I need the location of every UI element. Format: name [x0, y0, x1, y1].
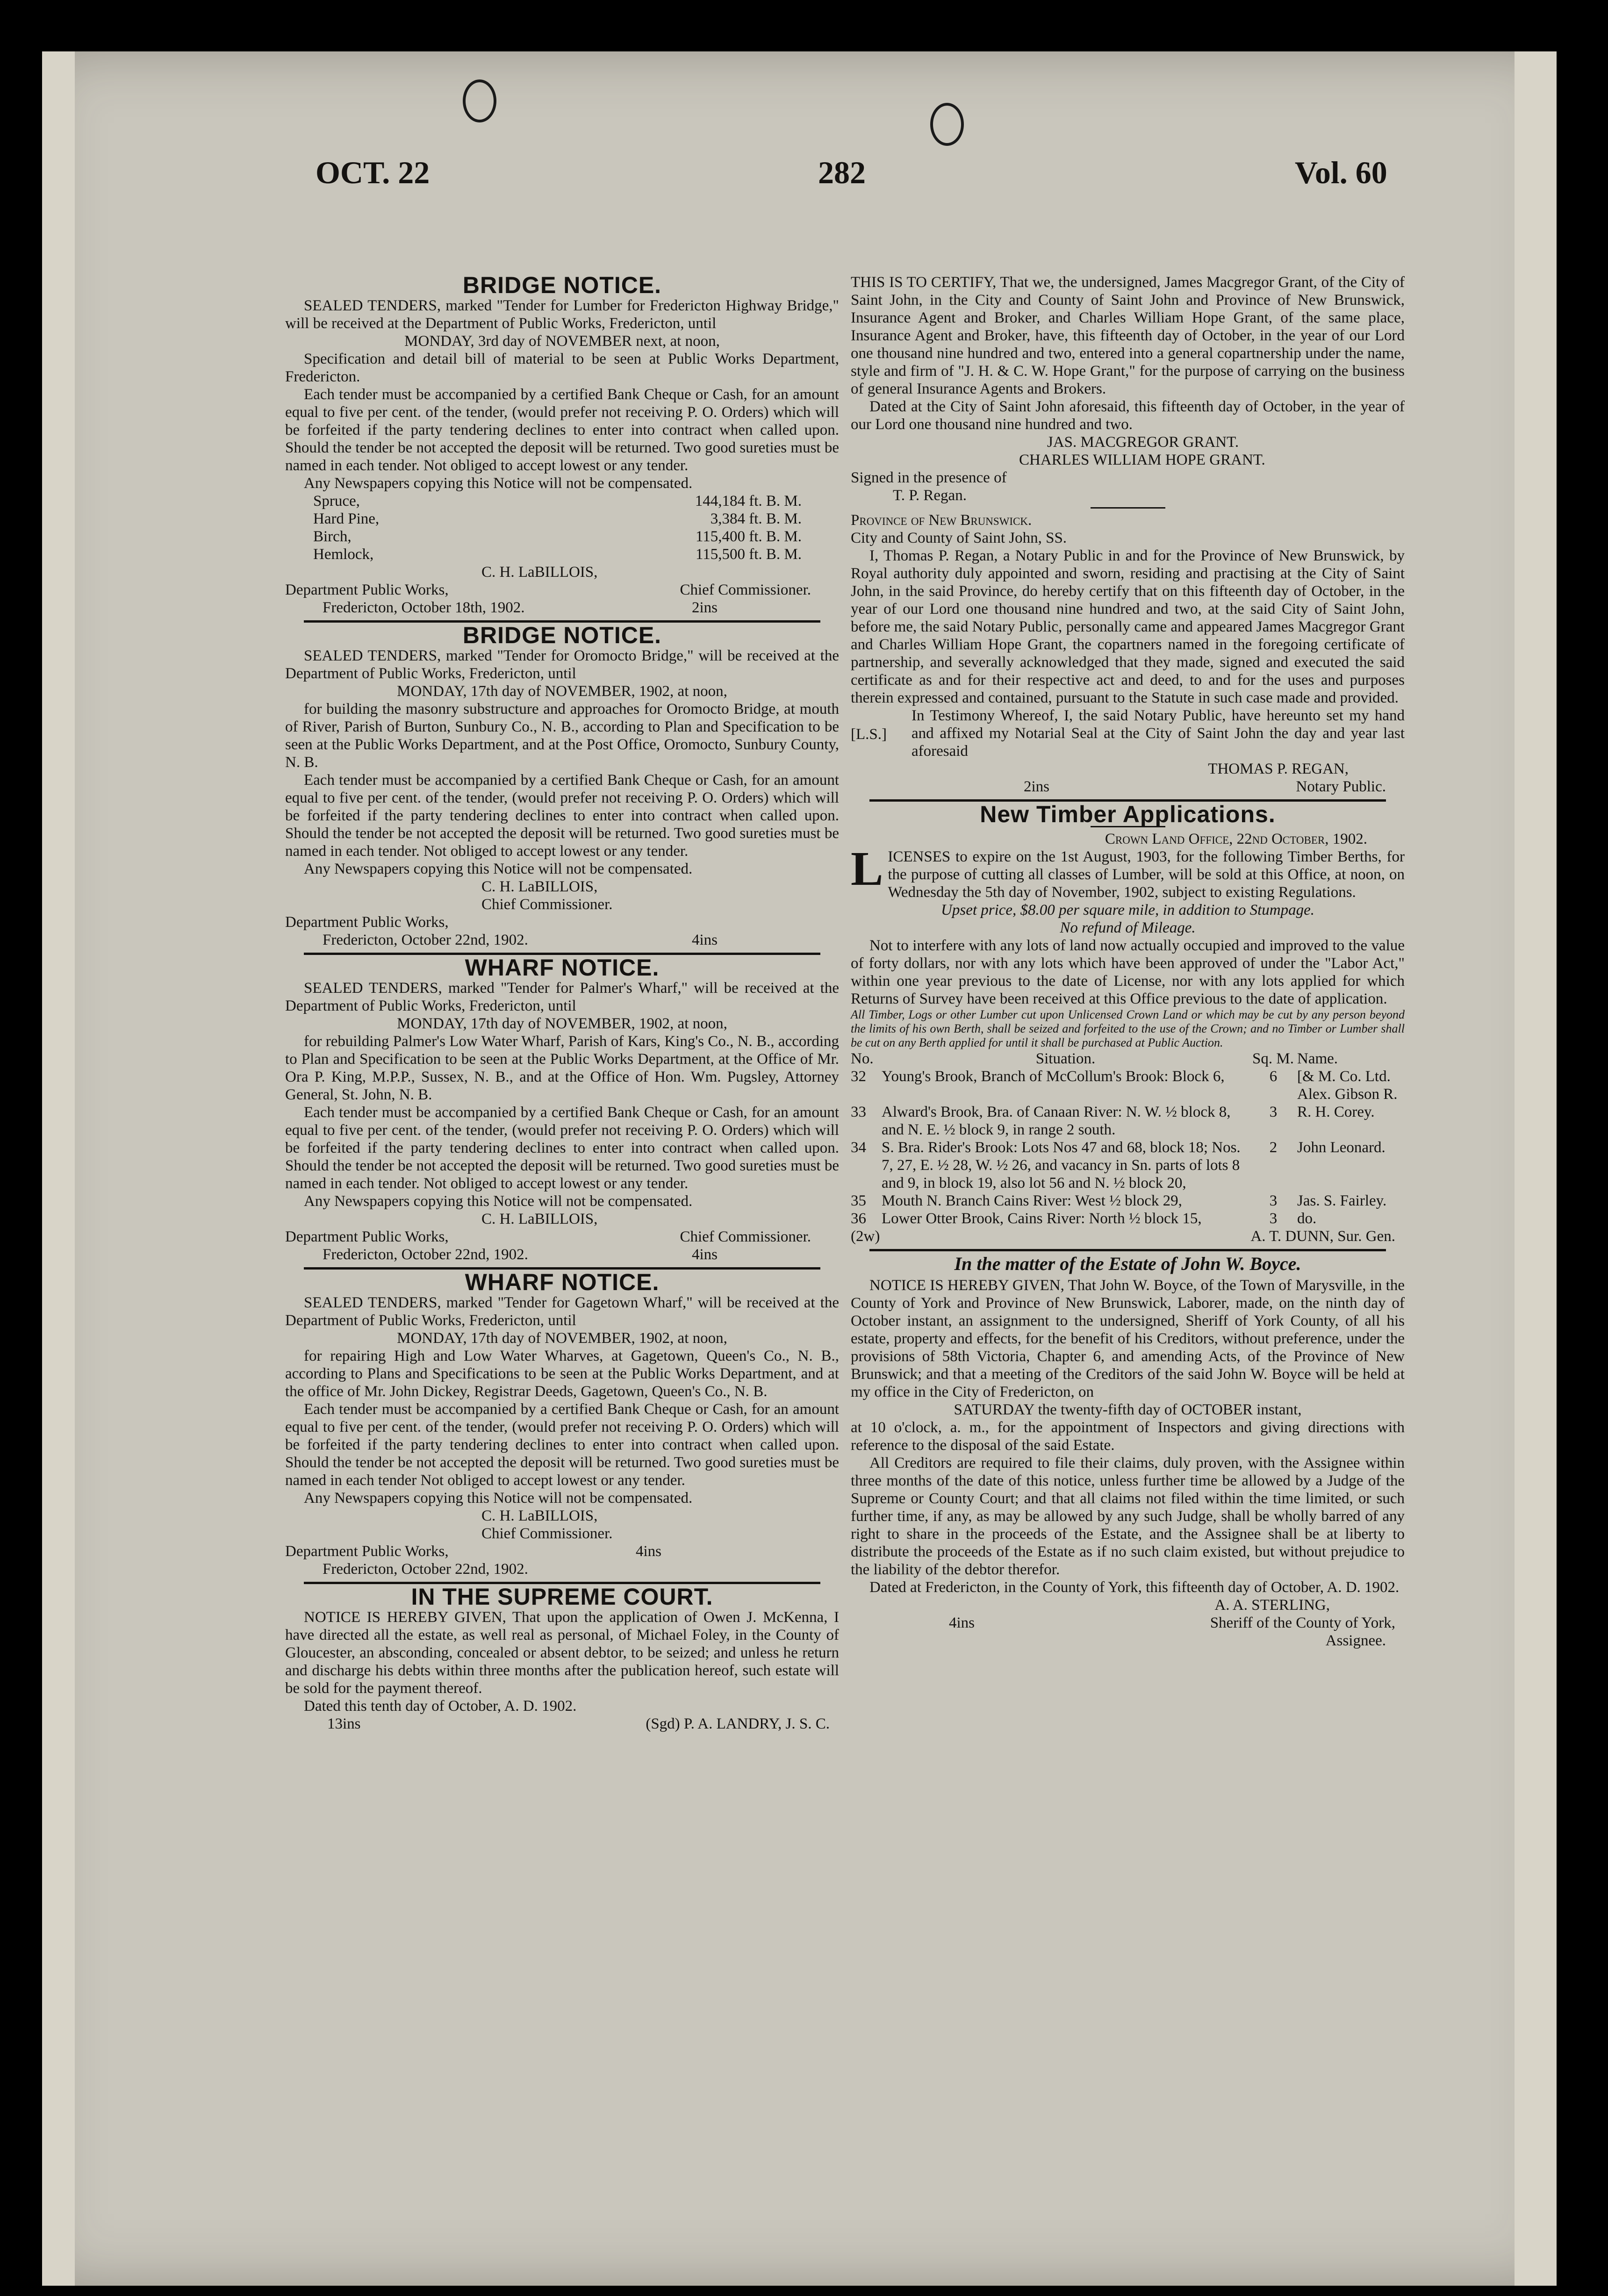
table-cell: Young's Brook, Branch of McCollum's Brook: Block 6, — [882, 1068, 1225, 1085]
notice-text: NOTICE IS HEREBY GIVEN, That John W. Boyce, of the Town of Marysville, in the County of York and Province of New Brunswick, Laborer, made, on the ninth day of October instant, an assignment to the undersigned, Sheriff of York County, of all his estate, property and effects, for the benefit of his Creditors, without preference, under the provisions of 58th Victoria, Chapter 6, and amending Acts, of the Province of New Brunswick; and that a meeting of the Creditors of the said John W. Boyce will be held at my office in the City of Fredericton, on — [851, 1277, 1405, 1400]
county-label: City and County of Saint John, SS. — [851, 530, 1067, 546]
insertions: (2w) — [851, 1228, 880, 1245]
notice-title: IN THE SUPREME COURT. — [411, 1584, 713, 1610]
issue-date: OCT. 22 — [316, 155, 430, 190]
notice-text: at 10 o'clock, a. m., for the appointment of Inspectors and giving directions with reference to the disposal of the said Estate. — [851, 1419, 1405, 1454]
partnership-certificate — [851, 273, 1405, 796]
notice-text: Each tender must be accompanied by a certified Bank Cheque or Cash, for an amount equal to five per cent. of the tender, (would prefer not receiving P. O. Orders) which will be forfeited if the party tendering declines to enter into contract when called upon. Should the tender be not accepted the deposit will be returned. Two good sureties must be named in each tender Not obliged to accept lowest or any tender. — [285, 1401, 839, 1489]
signer-title: Sheriff of the County of York, — [1210, 1614, 1395, 1631]
table-cell: 2 — [1269, 1139, 1278, 1156]
signer-title: Assignee. — [1325, 1632, 1386, 1649]
table-cell: S. Bra. Rider's Brook: Lots Nos 47 and 68, block 18; Nos. 7, 27, E. ½ 28, W. ½ 26, and vacancy in Sn. parts of lots 8 and 9, in block 19, also lot 56 and N. ½ block 20, — [882, 1139, 1241, 1191]
department: Department Public Works, — [285, 581, 449, 598]
table-cell: 36 — [851, 1210, 866, 1227]
signer-name: C. H. LaBILLOIS, — [481, 1507, 598, 1524]
page-header — [273, 154, 1395, 192]
notice-dated: Fredericton, October 22nd, 1902. — [323, 1246, 528, 1263]
notice-text: for repairing High and Low Water Wharves, at Gagetown, Queen's Co., N. B., according to Plans and Specifications to be seen at the Public Works Department, and at the office of Mr. John Dickey, Registrar Deeds, Gagetown, Queen's Co., N. B. — [285, 1348, 839, 1400]
signer-name: A. T. DUNN, Sur. Gen. — [1250, 1228, 1395, 1245]
list-item: Hard Pine, 3,384 ft. B. M. — [313, 510, 802, 527]
notice-title: In the matter of the Estate of John W. Boyce. — [954, 1253, 1301, 1274]
notice-text: SEALED TENDERS, marked "Tender for Oromocto Bridge," will be received at the Department of Public Works, Fredericton, until — [285, 647, 839, 682]
table-cell: 3 — [1269, 1210, 1278, 1227]
insertions: 2ins — [691, 599, 718, 616]
notice-dated: Fredericton, October 18th, 1902. — [323, 599, 525, 616]
notice-text: for building the masonry substructure and approaches for Oromocto Bridge, at mouth of River, Parish of Burton, Sunbury Co., N. B., according to Plan and Specification to be seen at the Public Works Department, and at the Post Office, Oromocto, Sunbury County, N. B. — [285, 701, 839, 771]
page-edge — [42, 51, 75, 2286]
berths-table — [851, 1050, 1405, 1227]
insertions: 2ins — [1024, 778, 1050, 795]
list-item: Spruce, 144,184 ft. B. M. — [313, 493, 802, 509]
notice-text: ICENSES to expire on the 1st August, 1903, for the following Timber Berths, for the purpose of cutting all classes of Lumber, will be sold at this Office, at noon, on Wednesday the 5th day of November, 1902, subject to existing Regulations. — [888, 848, 1405, 901]
notice-date: MONDAY, 3rd day of NOVEMBER next, at noon, — [404, 333, 720, 350]
notice-date: MONDAY, 17th day of NOVEMBER, 1902, at noon, — [397, 1330, 727, 1347]
notice-fine-print: All Timber, Logs or other Lumber cut upon Unlicensed Crown Land or which may be cut by any person beyond the limits of his own Berth, shall be seized and forfeited to the use of the Crown; and no Timber or Lumber shall be cut on any Berth applied for until it shall be purchased at Public Auction. — [851, 1008, 1405, 1049]
notice-text: Each tender must be accompanied by a certified Bank Cheque or Cash, for an amount equal to five per cent. of the tender, (would prefer not receiving P. O. Orders) which will be forfeited if the party tendering declines to enter into contract when called upon. Should the tender be not accepted the deposit will be returned. Two good sureties must be named in each tender. Not obliged to accept lowest or any tender. — [285, 772, 839, 860]
page-number: 282 — [818, 155, 866, 190]
insertions: 4ins — [949, 1614, 975, 1631]
table-cell: 3 — [1269, 1192, 1278, 1209]
binding-hole — [463, 79, 496, 122]
witness-name: T. P. Regan. — [893, 487, 967, 504]
bridge-notice-lumber — [285, 272, 839, 617]
notice-title: BRIDGE NOTICE. — [462, 622, 662, 648]
estate-notice — [851, 1255, 1405, 1650]
table-header: Situation. — [1035, 1050, 1096, 1067]
table-header: Name. — [1297, 1050, 1338, 1067]
notice-text: Each tender must be accompanied by a certified Bank Cheque or Cash, for an amount equal to five per cent. of the tender, (would prefer not receiving P. O. Orders) which will be forfeited if the party tendering declines to enter into contract when called upon. Should the tender be not accepted the deposit will be returned. Two good sureties must be named in each tender. Not obliged to accept lowest or any tender. — [285, 386, 839, 474]
notary-text: I, Thomas P. Regan, a Notary Public in and for the Province of New Brunswick, by Royal authority duly appointed and sworn, residing and practising at the City of Saint John, in the said Province, do hereby certify that on this fifteenth day of October, in the year of our Lord one thousand nine hundred and two, at the said City of Saint John, before me, the said Notary Public, personally came and appeared James Macgregor Grant and Charles William Hope Grant, the copartners named in the foregoing certificate of partnership, and severally acknowledged that they made, signed and executed the said certificate as and for their respective act and deed, to and for the uses and purposes therein expressed and contained, pursuant to the Statute in such case made and provided. — [851, 547, 1405, 706]
signer-name: C. H. LaBILLOIS, — [481, 878, 598, 895]
notice-text: Not to interfere with any lots of land now actually occupied and improved to the value of forty dollars, nor with any lots which have been approved of under the "Labor Act," within one year previous to the date of License, nor with any lots applied for which Returns of Survey have been received at this Office previous to the date of application. — [851, 937, 1405, 1007]
department: Department Public Works, — [285, 1228, 449, 1245]
witness-label: Signed in the presence of — [851, 469, 1007, 486]
department: Department Public Works, — [285, 914, 449, 931]
table-cell: 6 — [1269, 1068, 1278, 1085]
signer-title: Notary Public. — [1296, 778, 1386, 795]
seal-mark: [L.S.] — [851, 726, 887, 743]
timber-applications-notice — [851, 801, 1405, 1245]
signer-name: C. H. LaBILLOIS, — [481, 1211, 598, 1227]
upset-price: Upset price, $8.00 per square mile, in addition to Stumpage. — [941, 902, 1314, 918]
notice-date: MONDAY, 17th day of NOVEMBER, 1902, at noon, — [397, 1015, 727, 1032]
table-cell: 34 — [851, 1139, 866, 1156]
divider — [1091, 507, 1165, 509]
table-cell: John Leonard. — [1297, 1139, 1385, 1156]
left-column — [285, 273, 839, 1736]
signer-name: C. H. LaBILLOIS, — [481, 564, 598, 581]
notice-text: Any Newspapers copying this Notice will not be compensated. — [304, 861, 693, 877]
signer-title: Chief Commissioner. — [680, 581, 811, 598]
table-cell: Mouth N. Branch Cains River: West ½ block 29, — [882, 1192, 1182, 1209]
notice-text: Specification and detail bill of material to be seen at Public Works Department, Fredericton. — [285, 351, 839, 385]
notice-date: MONDAY, 17th day of NOVEMBER, 1902, at noon, — [397, 683, 727, 700]
table-cell: 32 — [851, 1068, 866, 1085]
notice-text: Any Newspapers copying this Notice will not be compensated. — [304, 1490, 693, 1507]
signer-name: (Sgd) P. A. LANDRY, J. S. C. — [646, 1715, 830, 1732]
table-cell: [& M. Co. Ltd. Alex. Gibson R. — [1297, 1068, 1398, 1103]
signer-title: Chief Commissioner. — [680, 1228, 811, 1245]
notice-title: BRIDGE NOTICE. — [462, 272, 662, 298]
department: Department Public Works, — [285, 1543, 449, 1560]
wharf-notice-palmers — [285, 954, 839, 1263]
notice-dated: Dated at Fredericton, in the County of York, this fifteenth day of October, A. D. 1902. — [869, 1579, 1400, 1596]
notice-text: NOTICE IS HEREBY GIVEN, That upon the application of Owen J. McKenna, I have directed all the estate, as well real as personal, of Michael Foley, in the County of Gloucester, an absconding, concealed or absent debtor, to be seized; and unless he return and discharge his debts within three months after the publication hereof, such estate will be sold for the payment thereof. — [285, 1609, 839, 1697]
table-header: No. — [851, 1050, 874, 1067]
bridge-notice-oromocto — [285, 622, 839, 949]
table-header: Sq. M. — [1252, 1050, 1294, 1067]
notice-text: SEALED TENDERS, marked "Tender for Gagetown Wharf," will be received at the Department of Public Works, Fredericton, until — [285, 1294, 839, 1329]
testimony-text: In Testimony Whereof, I, the said Notary Public, have hereunto set my hand and affixed my Notarial Seal at the City of Saint John the day and year last aforesaid — [912, 707, 1405, 760]
table-cell: 35 — [851, 1192, 866, 1209]
notice-dated: Fredericton, October 22nd, 1902. — [323, 1561, 528, 1578]
insertions: 4ins — [691, 932, 718, 948]
notice-title: New Timber Applications. — [980, 801, 1276, 827]
notice-date: SATURDAY the twenty-fifth day of OCTOBER instant, — [954, 1401, 1302, 1418]
page-edge — [1515, 51, 1557, 2286]
notice-text: Any Newspapers copying this Notice will not be compensated. — [304, 1193, 693, 1210]
table-cell: Alward's Brook, Bra. of Canaan River: N. W. ½ block 8, and N. E. ½ block 9, in range 2 south. — [882, 1104, 1231, 1138]
notice-dated: Fredericton, October 22nd, 1902. — [323, 932, 528, 948]
notice-text: SEALED TENDERS, marked "Tender for Palmer's Wharf," will be received at the Department of Public Works, Fredericton, until — [285, 980, 839, 1014]
divider — [869, 1249, 1386, 1251]
insertions: 4ins — [635, 1543, 661, 1560]
certificate-text: THIS IS TO CERTIFY, That we, the undersigned, James Macgregor Grant, of the City of Saint John, in the City and County of Saint John and Province of New Brunswick, Insurance Agent and Broker, and Charles William Hope Grant, of the same place, Insurance Agent and Broker, have, this fifteenth day of October, in the year of our Lord one thousand nine hundred and two, entered into a general copartnership under the name, style and firm of "J. H. & C. W. Hope Grant," for the purpose of carrying on the business of general Insurance Agents and Brokers. — [851, 274, 1405, 397]
table-cell: Lower Otter Brook, Cains River: North ½ block 15, — [882, 1210, 1202, 1227]
signer-name: THOMAS P. REGAN, — [1208, 761, 1349, 777]
notice-text: All Creditors are required to file their claims, duly proven, with the Assignee within three months of the date of this notice, unless further time be allowed by a Judge of the Supreme or County Court; and that all claims not filed within the time limited, or such further time, if any, as may be allowed by any such Judge, shall be wholly barred of any right to share in the proceeds of the Estate, and the Assignee shall be at liberty to distribute the proceeds of the Estate as if no such claim existed, but without prejudice to the liability of the debtor therefor. — [851, 1455, 1405, 1578]
wharf-notice-gagetown — [285, 1269, 839, 1578]
list-item: Hemlock, 115,500 ft. B. M. — [313, 546, 802, 563]
certificate-text: Dated at the City of Saint John aforesaid, this fifteenth day of October, in the year of our Lord one thousand nine hundred and two. — [851, 398, 1405, 433]
signer-name: CHARLES WILLIAM HOPE GRANT. — [1019, 452, 1265, 468]
notice-text: Each tender must be accompanied by a certified Bank Cheque or Cash, for an amount equal to five per cent. of the tender, (would prefer not receiving P. O. Orders) which will be forfeited if the party tendering declines to enter into contract when called upon. Should the tender be not accepted the deposit will be returned. Two good sureties must be named in each tender. Not obliged to accept lowest or any tender. — [285, 1104, 839, 1192]
signer-name: JAS. MACGREGOR GRANT. — [1047, 434, 1239, 451]
table-cell: do. — [1297, 1210, 1317, 1227]
table-cell: R. H. Corey. — [1297, 1104, 1375, 1120]
signer-title: Chief Commissioner. — [481, 1525, 613, 1542]
drop-cap: L — [851, 842, 883, 896]
table-cell: Jas. S. Fairley. — [1297, 1192, 1387, 1209]
signer-title: Chief Commissioner. — [481, 896, 613, 913]
notice-text: SEALED TENDERS, marked "Tender for Lumber for Fredericton Highway Bridge," will be received at the Department of Public Works, Fredericton, until — [285, 297, 839, 332]
notice-dated: Dated this tenth day of October, A. D. 1902. — [304, 1698, 577, 1715]
lumber-list — [285, 492, 839, 563]
supreme-court-notice — [285, 1584, 839, 1733]
notice-title: WHARF NOTICE. — [465, 1269, 660, 1295]
list-item: Birch, 115,400 ft. B. M. — [313, 528, 802, 545]
notice-text: for rebuilding Palmer's Low Water Wharf, Parish of Kars, King's Co., N. B., according to Plan and Specification to be seen at the Public Works Department, at the Office of Mr. Ora P. King, M.P.P., Sussex, N. B., and at the Office of Hon. Wm. Pugsley, Attorney General, St. John, N. B. — [285, 1033, 839, 1103]
binding-hole — [930, 103, 964, 146]
insertions: 4ins — [691, 1246, 718, 1263]
refund-note: No refund of Mileage. — [1060, 919, 1196, 936]
office-line: Crown Land Office, 22nd October, 1902. — [1105, 831, 1367, 847]
signer-name: A. A. STERLING, — [1214, 1597, 1330, 1614]
notice-title: WHARF NOTICE. — [465, 954, 660, 981]
right-column — [851, 273, 1405, 1652]
volume-number: Vol. 60 — [1295, 155, 1387, 190]
province-label: Province of New Brunswick. — [851, 512, 1032, 529]
table-cell: 3 — [1269, 1104, 1278, 1120]
insertions: 13ins — [327, 1715, 361, 1732]
notice-text: Any Newspapers copying this Notice will not be compensated. — [304, 475, 693, 492]
table-cell: 33 — [851, 1104, 866, 1120]
